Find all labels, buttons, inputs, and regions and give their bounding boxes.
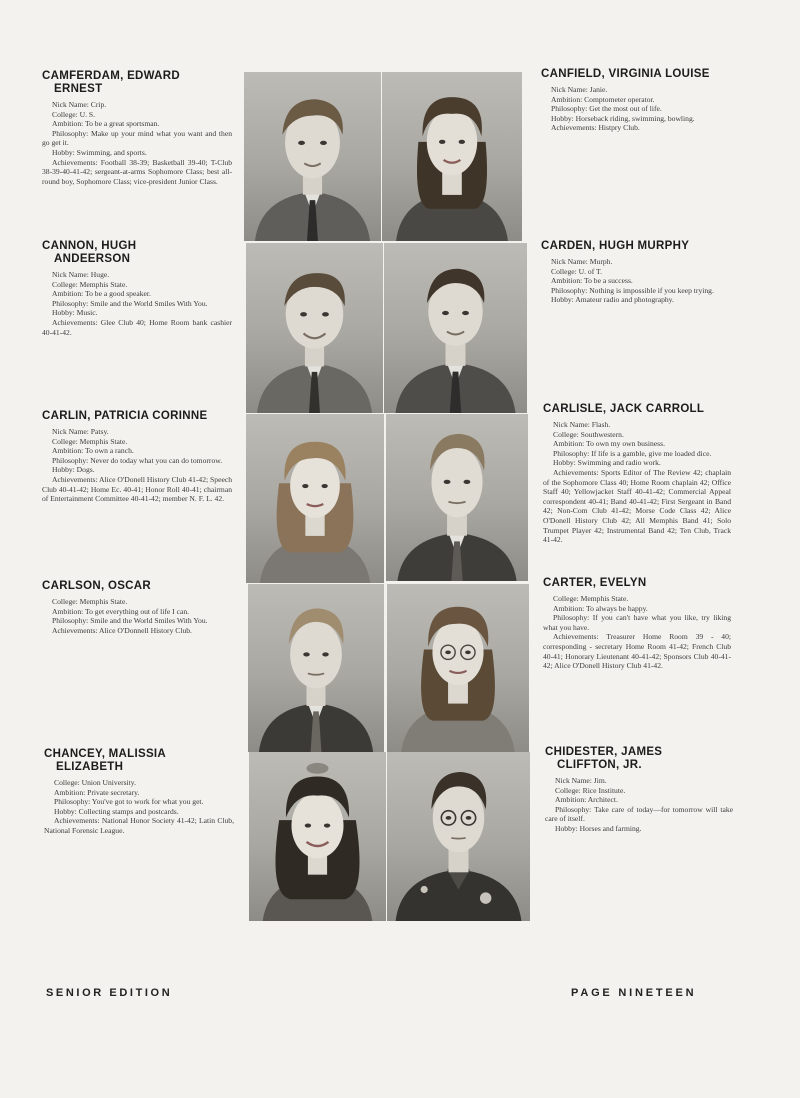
student-name <box>541 240 729 253</box>
senior-entry-camferdam <box>42 70 232 186</box>
ambition: Ambition: Comptometer operator. <box>551 94 655 104</box>
achievements: Achievements: Football 38-39; Basketball 39-40; T-Club 38-39-40-41-42; sergeant-at-arms Sophomore Class; best all-round boy, Sophomore Class; vice-president Junior Class. <box>42 157 232 186</box>
name-line-1: CARLIN, PATRICIA CORINNE <box>42 410 208 422</box>
nickname: Nick Name: Janie. <box>551 85 608 94</box>
name-line-2: ELIZABETH <box>56 761 124 773</box>
name-line-2: ERNEST <box>54 83 103 95</box>
senior-entry-cannon <box>42 240 232 337</box>
senior-entry-carlson <box>42 580 232 635</box>
ambition: Ambition: Private secretary. <box>54 787 140 797</box>
portrait-photo-carlson <box>248 584 384 752</box>
college: College: Union University. <box>54 778 136 787</box>
name-line-1: CANNON, HUGH <box>42 240 137 252</box>
hobby: Hobby: Dogs. <box>52 465 95 475</box>
achievements: Achievements: Treasurer Home Room 39 - 40; corresponding - secretary Home Room 41-42; French Club 40-41; Honorary Lieutenant 40-41-42; Sponsors Club 40-41-42; Alice O'Donell History Club 41-42. <box>543 632 731 671</box>
philosophy: Philosophy: Nothing is impossible if you keep trying. <box>551 285 714 295</box>
student-name <box>545 746 733 772</box>
nickname: Nick Name: Jim. <box>555 776 607 785</box>
name-line-1: CHIDESTER, JAMES <box>545 746 663 758</box>
name-line-2: CLIFFTON, JR. <box>557 759 642 771</box>
name-line-1: CARLSON, OSCAR <box>42 580 151 592</box>
hobby: Hobby: Horseback riding, swimming, bowling. <box>551 113 695 123</box>
ambition: Ambition: To own a ranch. <box>52 446 134 456</box>
senior-entry-chancey <box>44 748 234 836</box>
achievements: Achievements: Glee Club 40; Home Room bank cashier 40-41-42. <box>42 317 232 337</box>
college: College: U. of T. <box>551 266 602 276</box>
college: College: Memphis State. <box>52 436 128 446</box>
name-line-1: CHANCEY, MALISSIA <box>44 748 167 760</box>
achievements: Achievements: National Honor Society 41-42; Latin Club, National Forensic League. <box>44 816 234 835</box>
name-line-1: CARLISLE, JACK CARROLL <box>543 403 705 415</box>
name-line-2: ANDEERSON <box>54 253 131 265</box>
philosophy: Philosophy: Never do today what you can do tomorrow. <box>52 455 223 465</box>
portrait-photo-carter <box>387 584 529 752</box>
portrait-photo-canfield <box>382 72 522 241</box>
achievements: Achievements: Sports Editor of The Review 42; chaplain of the Sophomore Class 40; Home Room chaplain 42; Office Staff 40; Yellowjacket Staff 40-41-42; Commercial Appeal correspondent 40-41; Band 40-41-42; First Sergeant in Band 42; Non-Com Club 41-42; Morse Code Class 42; Alice O'Donell History Club 42; All Memphis Band 41; Solo Trumpet Player 42; Instrumental Band 42; Ten Club, Track 41-42. <box>543 467 731 545</box>
student-name <box>44 748 234 774</box>
hobby: Hobby: Swimming, and sports. <box>52 147 147 157</box>
portrait-photo-chidester <box>387 752 530 921</box>
ambition: Ambition: To get everything out of life I can. <box>52 606 190 616</box>
senior-entry-carlin <box>42 410 232 504</box>
senior-entry-carter <box>543 577 731 671</box>
nickname: Nick Name: Patsy. <box>52 427 109 436</box>
ambition: Ambition: Architect. <box>555 795 618 805</box>
nickname: Nick Name: Huge. <box>52 270 110 279</box>
name-line-1: CAMFERDAM, EDWARD <box>42 70 180 82</box>
student-name <box>42 70 232 96</box>
portrait-photo-camferdam <box>244 72 381 241</box>
portrait-photo-carlin <box>246 414 384 583</box>
hobby: Hobby: Music. <box>52 308 98 318</box>
college: College: Memphis State. <box>52 279 128 289</box>
philosophy: Philosophy: Get the most out of life. <box>551 104 662 114</box>
hobby: Hobby: Horses and farming. <box>555 823 642 833</box>
student-name <box>543 403 731 416</box>
student-name <box>42 410 232 423</box>
achievements: Achievements: Alice O'Donnell History Club. <box>52 625 192 635</box>
philosophy: Philosophy: Take care of today—for tomorrow will take care of itself. <box>545 804 733 824</box>
nickname: Nick Name: Crip. <box>52 100 107 109</box>
college: College: U. S. <box>52 109 96 119</box>
philosophy: Philosophy: Make up your mind what you want and then go get it. <box>42 128 232 148</box>
hobby: Hobby: Swimming and radio work. <box>553 458 661 468</box>
college: College: Memphis State. <box>52 597 128 606</box>
portrait-photo-cannon <box>246 243 383 413</box>
name-line-1: CARTER, EVELYN <box>543 577 647 589</box>
hobby: Hobby: Amateur radio and photography. <box>551 295 674 305</box>
senior-entry-carden <box>541 240 729 305</box>
student-name <box>541 68 729 81</box>
philosophy: Philosophy: You've got to work for what you get. <box>54 797 204 807</box>
name-line-1: CARDEN, HUGH MURPHY <box>541 240 690 252</box>
ambition: Ambition: To own my own business. <box>553 439 665 449</box>
portrait-photo-chancey <box>249 752 386 921</box>
senior-entry-canfield <box>541 68 729 133</box>
student-name <box>543 577 731 590</box>
nickname: Nick Name: Murph. <box>551 257 613 266</box>
senior-entry-carlisle <box>543 403 731 545</box>
college: College: Rice Institute. <box>555 785 626 795</box>
philosophy: Philosophy: Smile and the World Smiles With You. <box>52 616 208 626</box>
hobby: Hobby: Collecting stamps and postcards. <box>54 806 179 816</box>
portrait-photo-carlisle <box>386 414 528 581</box>
student-name <box>42 240 232 266</box>
college: College: Memphis State. <box>553 594 629 603</box>
footer-page-number: PAGE NINETEEN <box>571 987 697 999</box>
philosophy: Philosophy: Smile and the World Smiles With You. <box>52 298 208 308</box>
ambition: Ambition: To be a good speaker. <box>52 289 151 299</box>
portrait-photo-carden <box>384 243 527 413</box>
footer-edition-label: SENIOR EDITION <box>46 987 173 999</box>
ambition: Ambition: To be a success. <box>551 276 633 286</box>
achievements: Achievements: Histpry Club. <box>551 123 640 133</box>
philosophy: Philosophy: If life is a gamble, give me loaded dice. <box>553 448 712 458</box>
student-name <box>42 580 232 593</box>
ambition: Ambition: To always be happy. <box>553 603 648 613</box>
ambition: Ambition: To be a great sportsman. <box>52 119 160 129</box>
senior-entry-chidester <box>545 746 733 834</box>
nickname: Nick Name: Flash. <box>553 420 611 429</box>
philosophy: Philosophy: If you can't have what you like, try liking what you have. <box>543 613 731 632</box>
achievements: Achievements: Alice O'Donell History Club 41-42; Speech Club 40-41-42; Home Ec. 40-41; Honor Roll 40-41; chairman of Entertainment Committee 40-41-42; member N. F. L. 42. <box>42 474 232 504</box>
name-line-1: CANFIELD, VIRGINIA LOUISE <box>541 68 710 80</box>
college: College: Southwestern. <box>553 429 624 439</box>
